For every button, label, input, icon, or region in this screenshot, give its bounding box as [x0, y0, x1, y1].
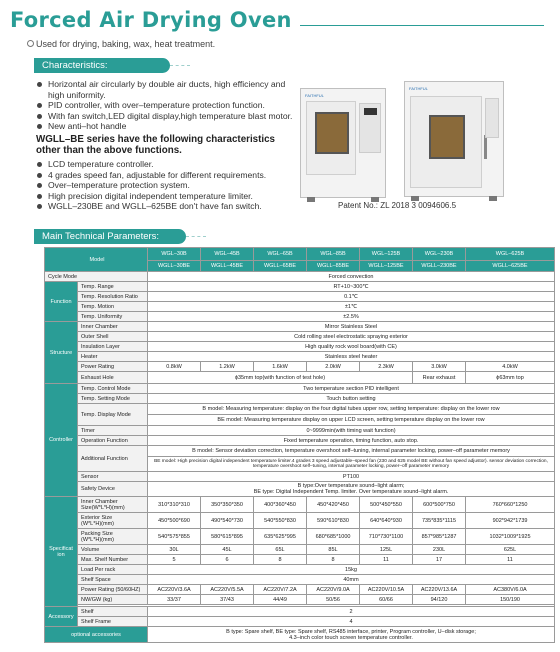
row-label: Operation Function [78, 436, 148, 446]
cell: ϕ63mm top [466, 372, 555, 384]
oven-image-large [404, 81, 504, 197]
cell: 17 [413, 555, 466, 565]
header [10, 8, 550, 38]
table-row [45, 575, 555, 585]
cell: 640*640*930 [360, 513, 413, 529]
cell: 500*450*550 [360, 497, 413, 513]
cell: 857*985*1287 [413, 529, 466, 545]
list-item: New anti–hot handle [36, 121, 296, 132]
cell: 680*685*1000 [307, 529, 360, 545]
feature-list [36, 79, 296, 132]
cell: 150/190 [466, 595, 555, 605]
row-label: Power Rating (50/60HZ) [78, 585, 148, 595]
cell: AC220V/9.0A [307, 585, 360, 595]
cell: 8 [254, 555, 307, 565]
spec-table [44, 247, 555, 643]
cell: AC220V/7.2A [254, 585, 307, 595]
cell [148, 627, 555, 643]
row-label [78, 497, 148, 513]
row-label: Heater [78, 352, 148, 362]
cell: 45L [201, 545, 254, 555]
cell: 1032*1009*1925 [466, 529, 555, 545]
patent-number: Patent No.: ZL 2018 3 0094606.5 [338, 201, 457, 210]
row-label-line: (W*L*H)(mm) [81, 520, 114, 527]
cell: 33/37 [148, 595, 201, 605]
cell: 37/43 [201, 595, 254, 605]
cell: 30L [148, 545, 201, 555]
row-label-line: Size(W*L*H)(mm) [81, 504, 125, 511]
table-row [45, 497, 555, 513]
table-row [45, 607, 555, 617]
row-label: Temp. Setting Mode [78, 394, 148, 404]
row-label-line: Inner Chamber [81, 498, 118, 505]
cell: 902*942*1739 [466, 513, 555, 529]
list-item: Over–temperature protection system. [36, 180, 296, 191]
cell: 400*360*450 [254, 497, 307, 513]
row-label: Safety Device [78, 482, 148, 497]
row-label: Load Per rack [78, 565, 148, 575]
cell: 8 [307, 555, 360, 565]
cell: Forced convection [148, 272, 555, 282]
foot [489, 196, 497, 201]
table-row [45, 585, 555, 595]
cell: 3.0kW [413, 362, 466, 372]
row-label: Max. Shelf Number [78, 555, 148, 565]
row-label: Additional Function [78, 446, 148, 472]
model-cell: WGL–230B [413, 248, 466, 261]
table-row [45, 272, 555, 282]
page-title: Forced Air Drying Oven [10, 8, 292, 32]
cell: Touch button setting [148, 394, 555, 404]
cell: BE model: Measuring temperature display on upper LCD screen, setting temperature display on the lower row [148, 415, 555, 426]
cell: PT100 [148, 472, 555, 482]
table-row [45, 426, 555, 436]
be-feature-list [36, 159, 296, 212]
cell: 0~9999min(with timing wait function) [148, 426, 555, 436]
table-row [45, 394, 555, 404]
table-row [45, 362, 555, 372]
row-label: Temp. Range [78, 282, 148, 292]
foot [307, 197, 315, 202]
characteristics-banner: Characteristics: [34, 58, 170, 73]
cell: 710*730*1100 [360, 529, 413, 545]
subtitle-text: Used for drying, baking, wax, heat treatment. [36, 39, 216, 49]
row-label [78, 513, 148, 529]
list-item: Horizontal air circularly by double air ducts, high efficiency and high uniformity. [36, 79, 296, 100]
cell: 2.3kW [360, 362, 413, 372]
cell: Fixed temperature operation, timing function, auto stop. [148, 436, 555, 446]
cell: 4 [148, 617, 555, 627]
table-row [45, 404, 555, 415]
group-label: Structure [45, 322, 78, 384]
list-item: PID controller, with over–temperature protection function. [36, 100, 296, 111]
row-label: Power Rating [78, 362, 148, 372]
cell-line: B type: Spare shelf, BE type: Spare shelf, RS485 interface, printer, Program controller, U–disk storage; [226, 628, 476, 635]
cell: AC220V/5.5A [201, 585, 254, 595]
row-label: Temp. Display Mode [78, 404, 148, 426]
cell: ±1℃ [148, 302, 555, 312]
group-label: Accessory [45, 607, 78, 627]
cell: 590*610*830 [307, 513, 360, 529]
group-label: optional accessories [45, 627, 148, 643]
table-row [45, 312, 555, 322]
table-row [45, 302, 555, 312]
table-row [45, 627, 555, 643]
cell-line: BE type: Digital Independent Temp. limiter. Over temperature sound–light alarm. [253, 489, 449, 495]
table-row [45, 482, 555, 497]
row-label: Temp. Motion [78, 302, 148, 312]
row-label: Insulation Layer [78, 342, 148, 352]
table-row [45, 322, 555, 332]
cell: B model: Sensor deviation correction, temperature overshoot self–tuning, internal parameter locking, power–off parameter memory [148, 446, 555, 457]
table-row [45, 352, 555, 362]
cell: 15kg [148, 565, 555, 575]
cell: 230L [413, 545, 466, 555]
list-item: LCD temperature controller. [36, 159, 296, 170]
cell: RT+10~300℃ [148, 282, 555, 292]
cell-line: 4.3–inch color touch screen temperature controller. [289, 634, 413, 641]
cell: 350*350*350 [201, 497, 254, 513]
title-divider [300, 25, 544, 26]
cell: 760*660*1250 [466, 497, 555, 513]
group-label: Controller [45, 384, 78, 497]
cell: 44/49 [254, 595, 307, 605]
table-row [45, 545, 555, 555]
row-label: Temp. Uniformity [78, 312, 148, 322]
table-row [45, 513, 555, 529]
circle-bullet-icon [27, 40, 34, 47]
row-label: Outer Shell [78, 332, 148, 342]
banner-divider [170, 65, 190, 66]
table-row [45, 248, 555, 261]
cell: Mirror Stainless Steel [148, 322, 555, 332]
model-cell: WGLL–30BE [148, 261, 201, 272]
list-item: With fan switch,LED digital display,high temperature blast motor. [36, 111, 296, 122]
table-row [45, 595, 555, 605]
cell: 2.0kW [307, 362, 360, 372]
oven-door [410, 96, 482, 188]
cell: 580*615*895 [201, 529, 254, 545]
table-row [45, 529, 555, 545]
model-cell: WGL–85B [307, 248, 360, 261]
door-handle [484, 135, 487, 159]
model-cell: WGL–65B [254, 248, 307, 261]
control-panel [485, 98, 499, 138]
group-label [45, 497, 78, 607]
cell: 2 [148, 607, 555, 617]
cell: B model: Measuring temperature: display on the four digital tubes upper row, setting temperature: display on the lower row [148, 404, 555, 415]
cell: 85L [307, 545, 360, 555]
cell: 310*310*310 [148, 497, 201, 513]
row-label-line: Exterior Size [81, 514, 113, 521]
cell: 0.1℃ [148, 292, 555, 302]
cell: 1.2kW [201, 362, 254, 372]
row-label: Sensor [78, 472, 148, 482]
cell-line: B type:Over temperature sound–light alarm; [297, 483, 405, 489]
cell: Cold rolling steel electrostatic spraying exterior [148, 332, 555, 342]
cell: ±2.5% [148, 312, 555, 322]
cell: 450*500*690 [148, 513, 201, 529]
model-cell: WGL–125B [360, 248, 413, 261]
row-label: Temp. Control Mode [78, 384, 148, 394]
oven-window [315, 112, 349, 154]
row-label: Exhaust Hole [78, 372, 148, 384]
cell: High quality rock wool board(with CE) [148, 342, 555, 352]
table-row [45, 332, 555, 342]
table-row [45, 446, 555, 457]
model-cell: WGLL–65BE [254, 261, 307, 272]
table-row [45, 565, 555, 575]
list-item: High precision digital independent temperature limiter. [36, 191, 296, 202]
group-label-line: ion [57, 551, 65, 558]
group-label-line: Specificat [49, 545, 73, 552]
cell: 125L [360, 545, 413, 555]
table-row [45, 372, 555, 384]
cell: 540*550*830 [254, 513, 307, 529]
cell: 4.0kW [466, 362, 555, 372]
table-row [45, 384, 555, 394]
cell: ϕ35mm top(with function of test hole) [148, 372, 413, 384]
model-label: Model [45, 248, 148, 272]
row-label: Shelf Frame [78, 617, 148, 627]
cell: 1.6kW [254, 362, 307, 372]
cell: 635*625*995 [254, 529, 307, 545]
model-cell: WGL–625B [466, 248, 555, 261]
cell: 0.8kW [148, 362, 201, 372]
cell: 490*540*730 [201, 513, 254, 529]
row-label: Shelf Space [78, 575, 148, 585]
display-icon [364, 108, 377, 115]
cell: Two temperature section PID intelligent [148, 384, 555, 394]
model-cell: WGLL–125BE [360, 261, 413, 272]
cell [148, 482, 555, 497]
cell: 40mm [148, 575, 555, 585]
model-cell: WGL–45B [201, 248, 254, 261]
brand-logo: FAITHFUL [409, 86, 428, 91]
oven-window [429, 115, 465, 159]
row-label: Cycle Mode [45, 272, 148, 282]
row-label: Inner Chamber [78, 322, 148, 332]
row-label: Volume [78, 545, 148, 555]
cell: 94/120 [413, 595, 466, 605]
oven-image-small [300, 88, 386, 198]
row-label: NW/GW (kg) [78, 595, 148, 605]
table-row [45, 342, 555, 352]
list-item: 4 grades speed fan, adjustable for different requirements. [36, 170, 296, 181]
cell: AC220V/10.5A [360, 585, 413, 595]
list-item: WGLL–230BE and WGLL–625BE don't have fan switch. [36, 201, 296, 212]
table-row [45, 282, 555, 292]
cell: Stainless steel heater [148, 352, 555, 362]
control-panel [359, 103, 381, 153]
be-series-heading: WGLL–BE series have the following characteristics other than the above functions. [36, 134, 276, 156]
cell: 600*500*750 [413, 497, 466, 513]
cell: AC220V/13.6A [413, 585, 466, 595]
model-cell: WGLL–230BE [413, 261, 466, 272]
cell: 11 [466, 555, 555, 565]
row-label [78, 529, 148, 545]
cell: 50/56 [307, 595, 360, 605]
cell: 65L [254, 545, 307, 555]
row-label: Temp. Resolution Ratio [78, 292, 148, 302]
group-label: Function [45, 282, 78, 322]
cell: AC220V/3.6A [148, 585, 201, 595]
cell: 11 [360, 555, 413, 565]
row-label: Shelf [78, 607, 148, 617]
oven-door [306, 101, 356, 175]
cell: 450*420*450 [307, 497, 360, 513]
row-label: Timer [78, 426, 148, 436]
row-label-line: (W*L*H)(mm) [81, 536, 114, 543]
table-row [45, 292, 555, 302]
cell: BE model: High precision digital independent temperature limiter.4 grades 3 speed adjustable–speed fan (230 and 625 model BE without fan speed adjustor). sensor deviation correction, temperature overshoot self–tuning, internal parameter locking, power–off parameter memory [148, 457, 555, 472]
cell: 5 [148, 555, 201, 565]
model-cell: WGLL–85BE [307, 261, 360, 272]
cell: 60/66 [360, 595, 413, 605]
model-cell: WGL–30B [148, 248, 201, 261]
subtitle [36, 39, 215, 49]
cell: 735*835*1115 [413, 513, 466, 529]
cell: 6 [201, 555, 254, 565]
brand-logo: FAITHFUL [305, 93, 324, 98]
cell: 540*575*855 [148, 529, 201, 545]
table-row [45, 472, 555, 482]
row-label-line: Packing Size [81, 530, 113, 537]
parameters-banner: Main Technical Parameters: [34, 229, 186, 244]
table-row [45, 617, 555, 627]
model-cell: WGLL–625BE [466, 261, 555, 272]
cell: Rear exhaust [413, 372, 466, 384]
model-cell: WGLL–45BE [201, 261, 254, 272]
banner-divider [186, 236, 206, 237]
cell: 625L [466, 545, 555, 555]
table-row [45, 436, 555, 446]
table-row [45, 555, 555, 565]
cell: AC380V/6.0A [466, 585, 555, 595]
